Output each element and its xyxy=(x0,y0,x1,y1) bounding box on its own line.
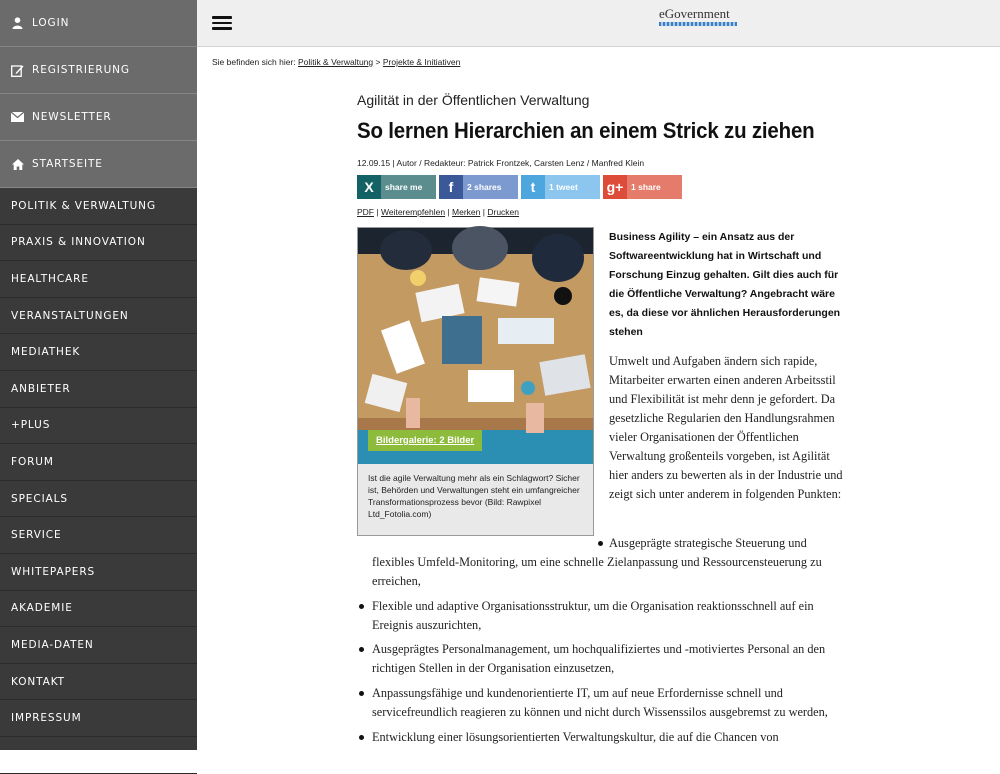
share-label: share me xyxy=(385,182,423,192)
figure-caption: Ist die agile Verwaltung mehr als ein Schlagwort? Sicher ist, Behörden und Verwaltungen steht ein umfangreicher Transformationsprozess bevor (Bild: Rawpixel Ltd_Fotolia.com) xyxy=(368,473,580,519)
site-logo[interactable] xyxy=(659,6,737,26)
tool-separator: | xyxy=(482,207,485,217)
top-header xyxy=(197,0,1000,47)
sidebar-item-kontakt[interactable]: KONTAKT xyxy=(0,664,197,701)
breadcrumb-prefix: Sie befinden sich hier: xyxy=(212,57,296,67)
article-meta: 12.09.15 | Autor / Redakteur: Patrick Frontzek, Carsten Lenz / Manfred Klein xyxy=(357,158,645,168)
bullet-dot xyxy=(598,541,603,546)
list-item: Ausgeprägtes Personalmanagement, um hochqualifiziertes und -motiviertes Personal an den richtigen Stellen in der Organisation einzusetzen, xyxy=(372,642,826,675)
sidebar-item-label: LOGIN xyxy=(32,17,70,29)
mail-icon xyxy=(11,111,24,124)
breadcrumb-separator: > xyxy=(375,57,381,67)
share-label: 1 tweet xyxy=(549,182,578,192)
user-icon xyxy=(11,17,24,30)
sidebar-item-mediathek[interactable]: MEDIATHEK xyxy=(0,334,197,371)
list-item: flexibles Umfeld-Monitoring, um eine schnelle Zielanpassung und Ressourcensteuerung zu erreichen, xyxy=(372,555,822,588)
logo-text: eGovernment xyxy=(659,6,730,21)
sidebar-item-startseite[interactable] xyxy=(0,141,197,188)
list-item: Ausgeprägte strategische Steuerung und xyxy=(609,536,807,550)
twitter-icon: t xyxy=(521,175,545,199)
sidebar-item-akademie[interactable]: AKADEMIE xyxy=(0,591,197,628)
sidebar-item-login[interactable] xyxy=(0,0,197,47)
article-lead: Business Agility – ein Ansatz aus der Softwareentwicklung hat in Wirtschaft und Forschung Einzug gehalten. Gilt dies auch für die Öffentliche Verwaltung? Angebracht wäre es, da diese vor ähnlichen Herausforderungen stehen xyxy=(609,231,841,338)
hamburger-menu-icon[interactable] xyxy=(212,16,232,30)
sidebar-item-registrierung[interactable] xyxy=(0,47,197,94)
logo-bar xyxy=(659,22,737,26)
share-bar xyxy=(357,175,682,199)
sidebar-item-plus[interactable]: +PLUS xyxy=(0,408,197,445)
sidebar xyxy=(0,0,197,761)
sidebar-item-whitepapers[interactable]: WHITEPAPERS xyxy=(0,554,197,591)
article-photo[interactable] xyxy=(358,228,593,464)
article-kicker: Agilität in der Öffentlichen Verwaltung xyxy=(357,92,590,108)
share-label: 2 shares xyxy=(467,182,502,192)
list-item: Anpassungsfähige und kundenorientierte IT, um auf neue Erfordernisse schnell und servicefreundlich reagieren zu können und nicht durch Wissenssilos ausgebremst zu werden, xyxy=(372,686,828,719)
sidebar-item-politik-verwaltung[interactable]: POLITIK & VERWALTUNG xyxy=(0,188,197,225)
sidebar-item-media-daten[interactable]: MEDIA-DATEN xyxy=(0,627,197,664)
article-tools xyxy=(357,207,519,217)
breadcrumb-link-projekte[interactable]: Projekte & Initiativen xyxy=(382,57,461,67)
sidebar-item-media[interactable]: MEDIA xyxy=(0,737,197,774)
facebook-icon: f xyxy=(439,175,463,199)
share-label: 1 share xyxy=(631,182,661,192)
bullet-dot xyxy=(359,691,364,696)
pdf-link[interactable]: PDF xyxy=(357,207,374,217)
article-figure xyxy=(357,227,594,536)
sidebar-item-specials[interactable]: SPECIALS xyxy=(0,481,197,518)
googleplus-share-button[interactable] xyxy=(603,175,682,199)
recommend-link[interactable]: Weiterempfehlen xyxy=(380,207,446,217)
print-link[interactable]: Drucken xyxy=(487,207,520,217)
sidebar-item-forum[interactable]: FORUM xyxy=(0,444,197,481)
article-paragraph: Umwelt und Aufgaben ändern sich rapide, Mitarbeiter erwarten einen anderen Arbeitsstil und Flexibilität ist mehr denn je gefordert. Da gesetzliche Regularien den Handlungsrahmen vieler Organisationen der Öffentlichen Verwaltung großenteils vorgeben, ist Agilität hier anders zu bewerten als in der Industrie und zeigt sich unter anderem in folgenden Punkten: xyxy=(609,354,843,501)
sidebar-item-anbieter[interactable]: ANBIETER xyxy=(0,371,197,408)
facebook-share-button[interactable] xyxy=(439,175,518,199)
twitter-share-button[interactable] xyxy=(521,175,600,199)
sidebar-item-newsletter[interactable] xyxy=(0,94,197,141)
sidebar-item-praxis-innovation[interactable]: PRAXIS & INNOVATION xyxy=(0,225,197,262)
bullet-dot xyxy=(359,647,364,652)
sidebar-item-impressum[interactable]: IMPRESSUM xyxy=(0,700,197,737)
page-title: So lernen Hierarchien an einem Strick zu ziehen xyxy=(357,118,815,143)
xing-icon: X xyxy=(357,175,381,199)
sidebar-item-label: NEWSLETTER xyxy=(32,111,112,123)
bookmark-link[interactable]: Merken xyxy=(452,207,481,217)
edit-icon xyxy=(11,64,24,77)
bullet-dot xyxy=(359,735,364,740)
sidebar-item-service[interactable]: SERVICE xyxy=(0,517,197,554)
sidebar-item-label: STARTSEITE xyxy=(32,158,103,170)
sidebar-item-label: REGISTRIERUNG xyxy=(32,64,130,76)
tool-separator: | xyxy=(447,207,450,217)
xing-share-button[interactable] xyxy=(357,175,436,199)
tool-separator: | xyxy=(376,207,379,217)
breadcrumb xyxy=(212,57,460,67)
sidebar-item-veranstaltungen[interactable]: VERANSTALTUNGEN xyxy=(0,298,197,335)
article-header xyxy=(357,92,847,168)
bullet-dot xyxy=(359,604,364,609)
list-item: Entwicklung einer lösungsorientierten Verwaltungskultur, die auf die Chancen von xyxy=(372,730,779,744)
googleplus-icon: g+ xyxy=(603,175,627,199)
gallery-button[interactable]: Bildergalerie: 2 Bilder xyxy=(368,430,482,451)
home-icon xyxy=(11,158,24,171)
list-item: Flexible und adaptive Organisationsstruktur, um die Organisation reaktionsschnell auf ein Ereignis auszurichten, xyxy=(372,599,814,632)
breadcrumb-link-politik[interactable]: Politik & Verwaltung xyxy=(298,57,374,67)
sidebar-item-healthcare[interactable]: HEALTHCARE xyxy=(0,261,197,298)
